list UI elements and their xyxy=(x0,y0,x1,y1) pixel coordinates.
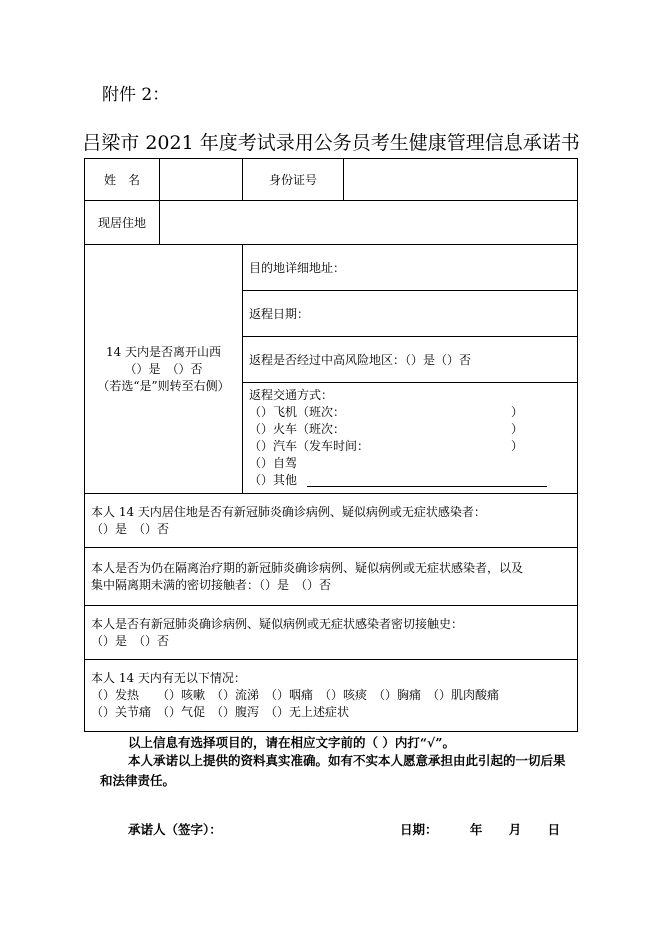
q2-text-options[interactable]: 集中隔离期未满的密切接触者：（）是 （）否 xyxy=(91,577,332,592)
left-shanxi-question xyxy=(85,245,243,494)
other-label: （）其他 xyxy=(249,473,298,487)
question-contact-history xyxy=(85,606,578,660)
day-label: 日 xyxy=(547,822,561,837)
transport-option-bus[interactable] xyxy=(249,438,571,455)
q4-text: 本人 14 天内有无以下情况： xyxy=(91,671,246,685)
transport-label: 返程交通方式： xyxy=(249,388,334,402)
other-blank-line[interactable] xyxy=(307,474,547,487)
left-shanxi-q-line1: 14 天内是否离开山西 xyxy=(105,344,222,359)
return-date-field[interactable] xyxy=(243,291,578,337)
q1-text: 本人 14 天内居住地是否有新冠肺炎确诊病例、疑似病例或无症状感染者： xyxy=(91,504,486,519)
flight-label: （）飞机（班次： xyxy=(249,405,346,419)
q4-symptoms-row2[interactable]: （）关节痛 （）气促 （）腹泻 （）无上述症状 xyxy=(91,705,350,719)
transport-section xyxy=(243,383,578,494)
risk-area-question[interactable] xyxy=(243,337,578,383)
destination-address-label: 目的地详细地址： xyxy=(249,260,346,275)
question-residence-cases xyxy=(85,494,578,548)
document-title: 吕梁市 2021 年度考试录用公务员考生健康管理信息承诺书 xyxy=(82,132,580,154)
left-shanxi-options[interactable]: （）是 （）否 xyxy=(124,361,203,376)
name-field[interactable] xyxy=(160,159,243,201)
id-number-field[interactable] xyxy=(344,159,578,201)
checkmark-instruction: 以上信息有选择项目的，请在相应文字前的（ ）内打“√”。 xyxy=(128,735,455,750)
bus-close: ） xyxy=(510,439,523,453)
destination-address-field[interactable] xyxy=(243,245,578,291)
q2-text: 本人是否为仍在隔离治疗期的新冠肺炎确诊病例、疑似病例或无症状感染者，以及 xyxy=(91,560,524,575)
health-form-table xyxy=(84,158,578,732)
train-close: ） xyxy=(510,422,523,436)
flight-close: ） xyxy=(510,405,523,419)
transport-option-self-drive[interactable]: （）自驾 xyxy=(249,456,298,470)
signer-label: 承诺人（签字）： xyxy=(128,822,222,837)
transport-option-train[interactable] xyxy=(249,421,571,438)
year-label: 年 xyxy=(469,822,483,837)
q3-options[interactable]: （）是 （）否 xyxy=(91,633,170,648)
q3-text: 本人是否有新冠肺炎确诊病例、疑似病例或无症状感染者密切接触史： xyxy=(91,616,464,631)
left-shanxi-hint: （若选“是”则转至右侧） xyxy=(97,378,230,393)
bus-label: （）汽车（发车时间： xyxy=(249,439,370,453)
id-number-label: 身份证号 xyxy=(243,159,344,201)
train-label: （）火车（班次： xyxy=(249,422,346,436)
risk-area-label: 返程是否经过中高风险地区：（）是（）否 xyxy=(249,352,472,367)
transport-option-other[interactable] xyxy=(249,472,571,489)
q4-symptoms-row1[interactable]: （）发热 （）咳嗽 （）流涕 （）咽痛 （）咳痰 （）胸痛 （）肌肉酸痛 xyxy=(91,688,500,702)
name-label: 姓 名 xyxy=(85,159,160,201)
month-label: 月 xyxy=(508,822,522,837)
question-symptoms xyxy=(85,660,578,732)
q1-options[interactable]: （）是 （）否 xyxy=(91,521,170,536)
commitment-statement: 本人承诺以上提供的资料真实准确。如有不实本人愿意承担由此引起的一切后果和法律责任。 xyxy=(100,753,566,788)
date-section xyxy=(400,820,560,838)
residence-field[interactable] xyxy=(160,201,578,245)
attachment-label: 附件 2： xyxy=(102,85,170,105)
transport-option-flight[interactable] xyxy=(249,404,571,421)
residence-label: 现居住地 xyxy=(85,201,160,245)
return-date-label: 返程日期： xyxy=(249,306,310,321)
date-label: 日期： xyxy=(400,822,438,837)
question-quarantine xyxy=(85,548,578,606)
